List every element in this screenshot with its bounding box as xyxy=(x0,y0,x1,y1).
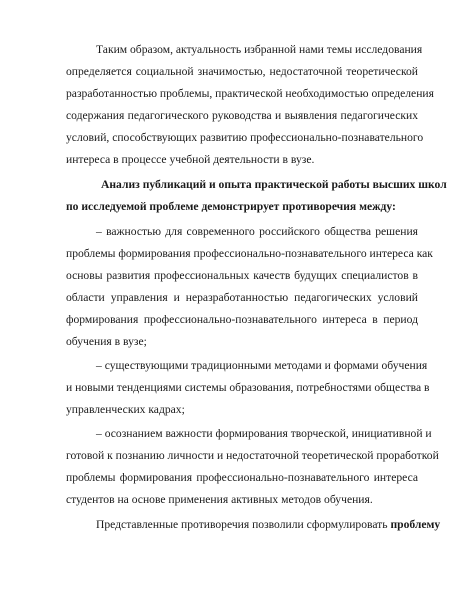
list-item-2-line-2: и новыми тенденциями системы образования, потребностями общества в xyxy=(66,381,430,394)
paragraph-2-line-1 xyxy=(96,518,441,532)
paragraph-1-line-3: разработанностью проблемы, практической необходимостью определения xyxy=(66,87,434,100)
list-item-3-line-1: – осознанием важности формирования творческой, инициативной и xyxy=(96,427,432,440)
paragraph-1-line-1: Таким образом, актуальность избранной нами темы исследования xyxy=(96,43,423,56)
list-item-1-line-1: – важностью для современного российского общества решения xyxy=(96,225,418,238)
paragraph-1-line-5: условий, способствующих развитию профессионально-познавательного xyxy=(66,131,424,144)
list-item-1-line-4: области управления и неразработанностью педагогических условий xyxy=(66,291,418,304)
list-item-3-line-4: студентов на основе применения активных методов обучения. xyxy=(66,493,373,506)
list-item-2-line-3: управленческих кадрах; xyxy=(66,403,185,416)
problem-term: проблему xyxy=(390,518,441,531)
list-item-1-line-2: проблемы формирования профессионально-познавательного интереса как xyxy=(66,247,433,260)
heading-line-1: Анализ публикаций и опыта практической работы высших школ xyxy=(101,178,447,191)
list-item-3-line-2: готовой к познанию личности и недостаточной теоретической проработкой xyxy=(66,449,439,462)
list-item-1-line-3: основы развития профессиональных качеств будущих специалистов в xyxy=(66,269,418,282)
heading-line-2: по исследуемой проблеме демонстрирует противоречия между: xyxy=(66,200,396,213)
list-item-3-line-3: проблемы формирования профессионально-познавательного интереса xyxy=(66,471,418,484)
list-item-2-line-1: – существующими традиционными методами и формами обучения xyxy=(96,359,428,372)
paragraph-1-line-6: интереса в процессе учебной деятельности в вузе. xyxy=(66,153,315,166)
paragraph-1-line-4: содержания педагогического руководства и выявления педагогических xyxy=(66,109,418,122)
list-item-1-line-6: обучения в вузе; xyxy=(66,335,147,348)
paragraph-1-line-2: определяется социальной значимостью, недостаточной теоретической xyxy=(66,65,418,78)
list-item-1-line-5: формирования профессионально-познавательного интереса в период xyxy=(66,313,418,326)
paragraph-2-line-1-text: Представленные противоречия позволили сформулировать xyxy=(96,518,391,531)
